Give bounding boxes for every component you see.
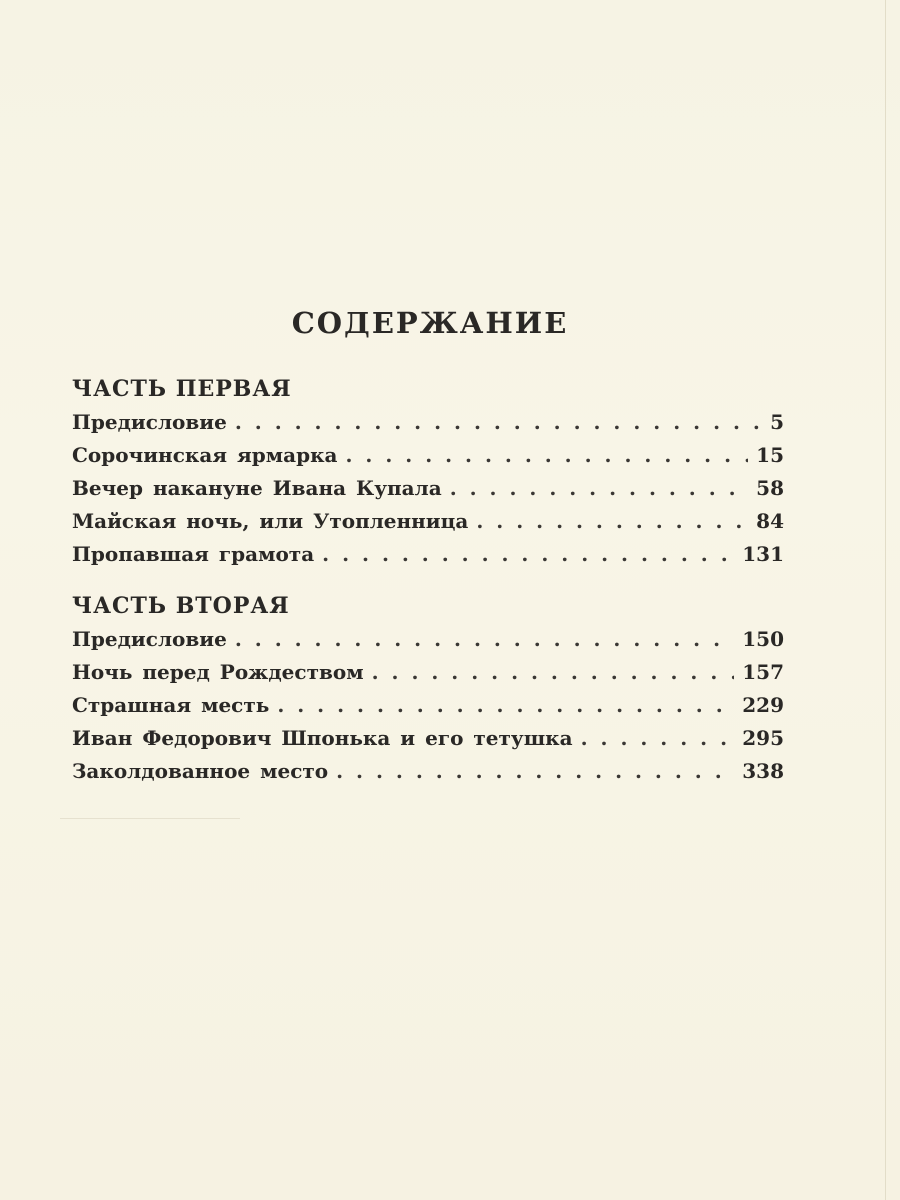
toc-entry[interactable] bbox=[72, 472, 784, 505]
toc-entry-title: Вечер накануне Ивана Купала bbox=[72, 476, 442, 500]
toc-entry-page: 15 bbox=[756, 443, 784, 467]
toc-entry-page: 58 bbox=[756, 476, 784, 500]
dot-leader bbox=[235, 623, 734, 656]
toc-entry-title: Сорочинская ярмарка bbox=[72, 443, 338, 467]
dot-leader bbox=[372, 656, 735, 689]
table-of-contents bbox=[72, 372, 784, 788]
toc-entry-page: 150 bbox=[742, 627, 784, 651]
toc-entry[interactable] bbox=[72, 623, 784, 656]
page-edge bbox=[885, 0, 886, 1200]
toc-entry[interactable] bbox=[72, 689, 784, 722]
toc-entry-title: Предисловие bbox=[72, 627, 227, 651]
toc-entry-title: Заколдованное место bbox=[72, 759, 329, 783]
toc-entry-title: Пропавшая грамота bbox=[72, 542, 315, 566]
toc-entry[interactable] bbox=[72, 439, 784, 472]
section-heading-part-2: ЧАСТЬ ВТОРАЯ bbox=[72, 593, 290, 619]
toc-entry-title: Иван Федорович Шпонька и его тетушка bbox=[72, 726, 573, 750]
toc-entry[interactable] bbox=[72, 656, 784, 689]
page-title: СОДЕРЖАНИЕ bbox=[291, 306, 569, 340]
toc-entry-page: 338 bbox=[742, 759, 784, 783]
section-heading-part-1: ЧАСТЬ ПЕРВАЯ bbox=[72, 376, 292, 402]
toc-entry[interactable] bbox=[72, 538, 784, 571]
dot-leader bbox=[235, 406, 762, 439]
dot-leader bbox=[277, 689, 734, 722]
toc-entry-page: 131 bbox=[742, 542, 784, 566]
toc-entry-title: Майская ночь, или Утопленница bbox=[72, 509, 469, 533]
toc-entry-page: 157 bbox=[742, 660, 784, 684]
toc-entry[interactable] bbox=[72, 722, 784, 755]
toc-entry[interactable] bbox=[72, 755, 784, 788]
dot-leader bbox=[476, 505, 748, 538]
toc-entry-page: 5 bbox=[770, 410, 784, 434]
toc-entry[interactable] bbox=[72, 505, 784, 538]
toc-entry-title: Ночь перед Рождеством bbox=[72, 660, 364, 684]
toc-entry-title: Предисловие bbox=[72, 410, 227, 434]
dot-leader bbox=[346, 439, 749, 472]
toc-entry-page: 229 bbox=[742, 693, 784, 717]
toc-entry[interactable] bbox=[72, 406, 784, 439]
dot-leader bbox=[322, 538, 734, 571]
show-through-line bbox=[60, 818, 240, 819]
dot-leader bbox=[581, 722, 735, 755]
dot-leader bbox=[450, 472, 748, 505]
toc-entry-title: Страшная месть bbox=[72, 693, 270, 717]
dot-leader bbox=[336, 755, 734, 788]
toc-entry-page: 295 bbox=[742, 726, 784, 750]
toc-entry-page: 84 bbox=[756, 509, 784, 533]
